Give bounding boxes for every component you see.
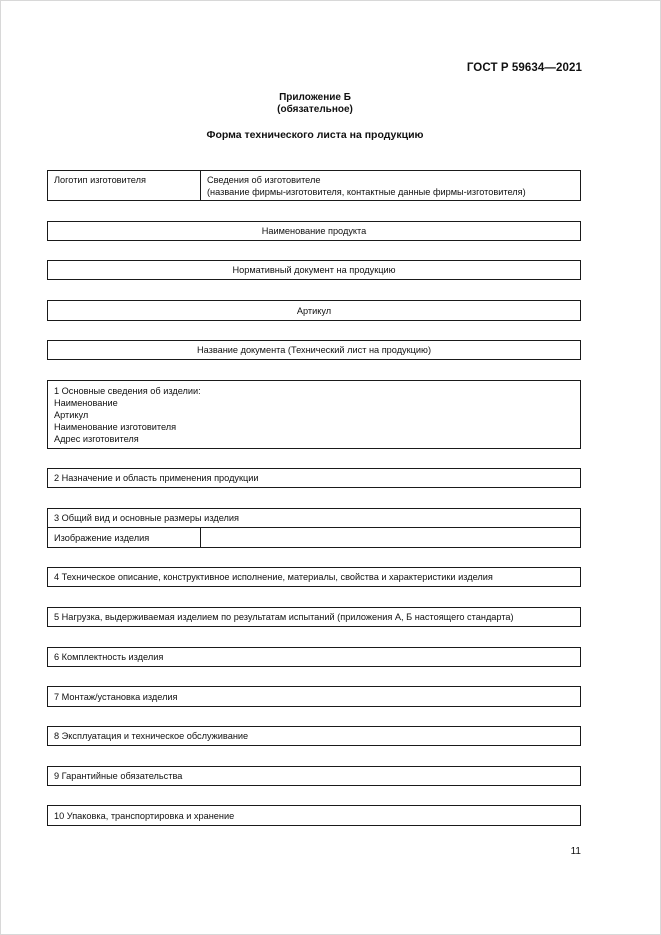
appendix-status: (обязательное) (277, 104, 353, 115)
section-5-box: 5 Нагрузка, выдерживаемая изделием по результатам испытаний (приложения А, Б настоящего стандарта) (47, 607, 581, 627)
form-title: Форма технического листа на продукцию (206, 129, 424, 141)
section-8-box: 8 Эксплуатация и техническое обслуживание (47, 726, 581, 746)
doc-name-box: Название документа (Технический лист на продукцию) (47, 340, 581, 360)
section-1-box (47, 380, 581, 449)
section-6-box: 6 Комплектность изделия (47, 647, 581, 667)
section-10-box: 10 Упаковка, транспортировка и хранение (47, 805, 581, 826)
section-3-title: 3 Общий вид и основные размеры изделия (48, 509, 580, 528)
appendix-title: Приложение Б (279, 92, 351, 103)
manufacturer-info-cell (201, 171, 580, 200)
product-image-label: Изображение изделия (48, 528, 201, 547)
appendix-heading (0, 92, 630, 116)
section-1-line: Адрес изготовителя (54, 434, 139, 444)
section-3-box (47, 508, 581, 548)
normative-doc-box: Нормативный документ на продукцию (47, 260, 581, 280)
article-box: Артикул (47, 300, 581, 321)
standard-number: ГОСТ Р 59634—2021 (466, 62, 582, 74)
manufacturer-box (47, 170, 581, 201)
section-4-box: 4 Техническое описание, конструктивное исполнение, материалы, свойства и характеристики изделия (47, 567, 581, 587)
manufacturer-info-note: (название фирмы-изготовителя, контактные данные фирмы-изготовителя) (207, 187, 526, 197)
section-1-line: Артикул (54, 410, 89, 420)
section-1-title: 1 Основные сведения об изделии: (54, 386, 201, 396)
section-1-line: Наименование (54, 398, 118, 408)
section-1-line: Наименование изготовителя (54, 422, 177, 432)
section-2-box: 2 Назначение и область применения продукции (47, 468, 581, 488)
manufacturer-logo-cell: Логотип изготовителя (48, 171, 201, 200)
product-name-box: Наименование продукта (47, 221, 581, 241)
section-3-image-row (48, 528, 580, 547)
section-7-box: 7 Монтаж/установка изделия (47, 686, 581, 707)
section-9-box: 9 Гарантийные обязательства (47, 766, 581, 786)
page-number: 11 (570, 846, 581, 857)
manufacturer-info-title: Сведения об изготовителе (207, 175, 321, 185)
